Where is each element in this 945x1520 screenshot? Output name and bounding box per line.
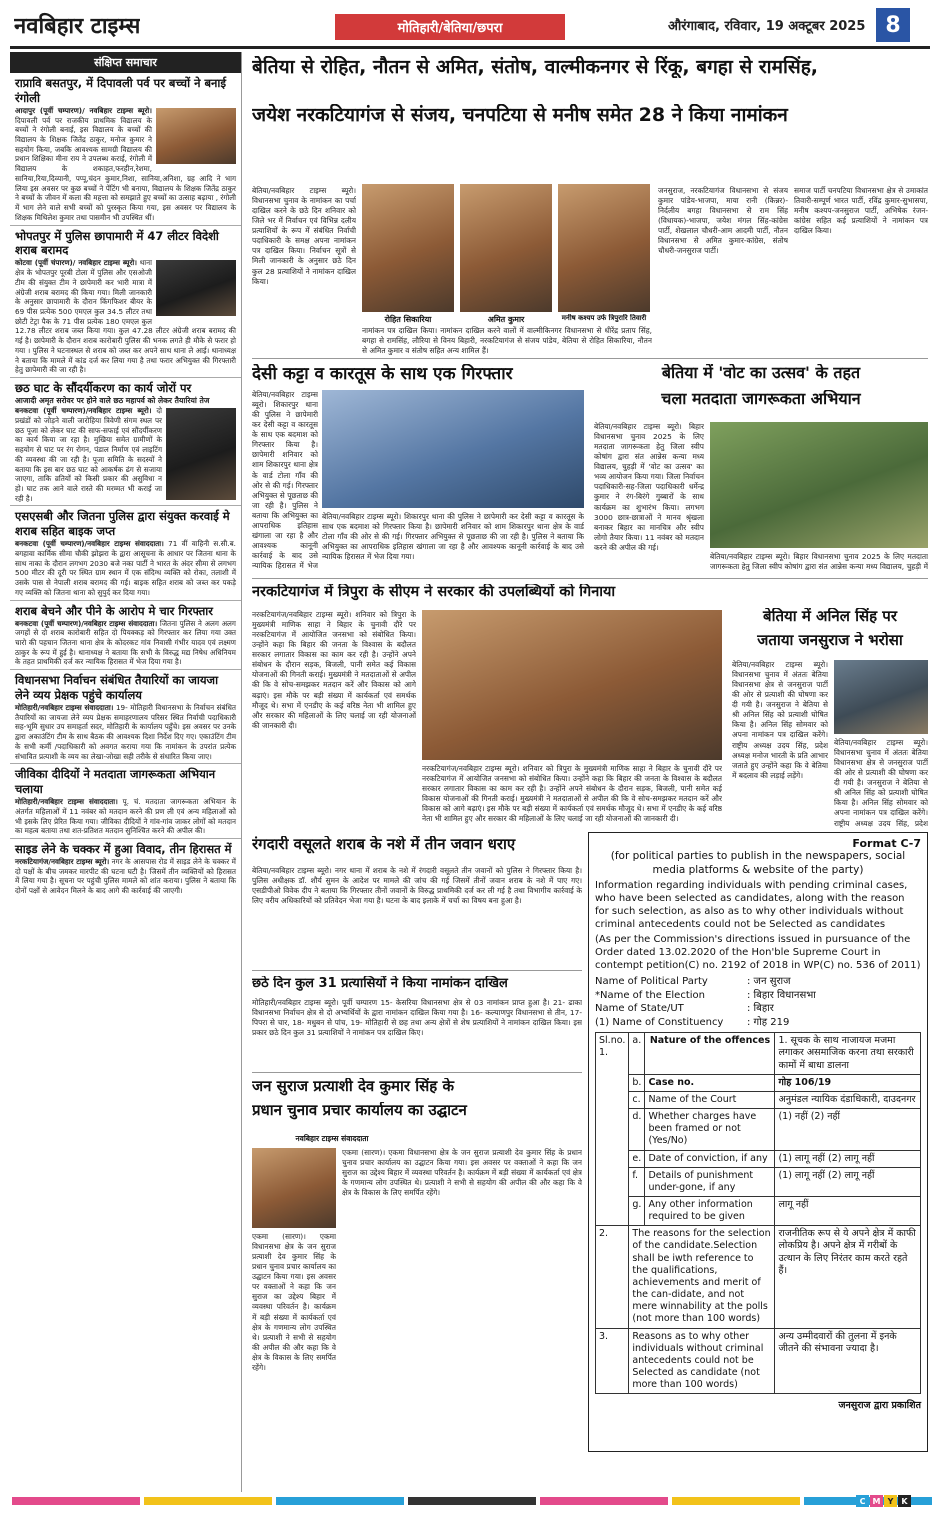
form-field xyxy=(595,1016,921,1030)
form-field-key: *Name of the Election xyxy=(595,989,705,1001)
table-cell: a. xyxy=(629,1033,645,1074)
lead-body-right1 xyxy=(658,186,788,356)
table-row xyxy=(596,1074,921,1091)
lead-photo-amit xyxy=(460,184,552,312)
form-para-1: Information regarding individuals with pending criminal cases, who have been selected as candidates, along with the reason for such selection, as also as to why other individuals without criminal antecedents could not be Selected as candidates xyxy=(595,880,908,931)
lead-body-text: बेतिया/नवबिहार टाइम्स ब्यूरो। विधानसभा चुनाव के नामांकन का पर्चा दाखिल करने के छठे दिन शनिवार को जिले भर में निर्वाचन एवं विभिन्न दलीय प्रत्याशियों के रूप में संबंधित निर्वाची पदाधिकारी के समक्ष अपना नामांकन पत्र दाखिल किया। निर्वाचन सूत्रों से मिली जानकारी के अनुसार छठे दिन कुल 28 प्रत्याशियों ने नामांकन दाखिल किया। xyxy=(252,186,356,286)
table-row xyxy=(596,1328,921,1394)
jansuraaj-body-text: बेतिया/नवबिहार टाइम्स ब्यूरो। विधानसभा चुनाव में अंततः बेतिया विधानसभा क्षेत्र से जनसुराज पार्टी की ओर से प्रत्याशी की घोषणा कर दी गयी है। जनसुराज ने बेतिया से श्री अनिल सिंह को प्रत्याशी घोषित किया है। अनिल सिंह सोमवार को अपना नामांकन पत्र दाखिल करेंगे। राष्ट्रीय अध्यक्ष उदय सिंह, प्रदेश xyxy=(834,738,928,828)
table-row xyxy=(596,1150,921,1167)
divider xyxy=(252,1072,582,1073)
table-row xyxy=(596,1167,921,1196)
lead-body-text: समाज पार्टी चनपटिया विधानसभा क्षेत्र से उमाकांत तिवारी-सम्पूर्ण भारत पार्टी, रविंद्र कुमार-सुभासपा, मनीष कश्यप-जनसुराज पार्टी, अभिषेक रंजन-कांग्रेस सहित कई प्रत्याशियों ने नामांकन पत्र दाखिल किया। xyxy=(794,186,928,236)
brief-dateline: बनकटवा (पूर्वी चम्पारण)/नवबिहार टाइम्स संवाददाता। xyxy=(15,618,158,628)
brief-body: नगर के आसपास रोड में साइड लेने के चक्कर में दो पक्षों के बीच जमकर मारपीट की घटना घटी है। जिसमें तीन व्यक्तियों को हिरासत में लिया गया है। सूचना पर पहुंची पुलिस मामले को शांत कराया। पुलिस ने बताया कि दोनों पक्षों से आवेदन मिलने के बाद आगे की कार्रवाई की जाएगी। xyxy=(15,856,236,896)
office-headline-1: जन सुराज प्रत्याशी देव कुमार सिंह के xyxy=(252,1078,454,1095)
jansuraaj-body xyxy=(732,660,828,828)
office-headline-2: प्रधान चुनाव प्रचार कार्यालय का उद्घाटन xyxy=(252,1102,467,1119)
lead-body-mid xyxy=(362,326,652,356)
form-field-value: : बिहार xyxy=(747,1003,774,1015)
jansuraaj-body-2 xyxy=(834,738,928,828)
tripura-body-text: नरकटियागंज/नवबिहार टाइम्स ब्यूरो। शनिवार को त्रिपुरा के मुख्यमंत्री माणिक साहा ने बिहार के चुनावी दौरे पर नरकटियागंज में आयोजित जनसभा को संबोधित किया। उन्होंने कहा कि बिहार की जनता के विश्वास के बदौलत सरकार लगातार विकास का काम कर रही है। उन्होंने अपने संबोधन के दौरान सड़क, बिजली, पानी समेत कई विकास योजनाओं की गिनती कराई। मुख्यमंत्री ने मतदाताओं से अपील की कि वे सोच-समझकर मतदान करें और विकास को आगे बढ़ाएं। इस मौके पर बड़ी संख्या में कार्यकर्ता एवं समर्थक मौजूद थे। सभा में एनडीए के कई वरिष्ठ नेता भी शामिल हुए और सरकार की महिलाओं के लिए चलाई जा रही योजनाओं की जानकारी दी। xyxy=(252,610,416,730)
brief-rangoli xyxy=(10,73,241,226)
arms-photo xyxy=(322,390,584,508)
cmyk-mark: K xyxy=(898,1495,911,1507)
brief-chhath-ghat xyxy=(10,378,241,506)
table-cell: g. xyxy=(629,1197,645,1226)
office-byline: नवबिहार टाइम्स संवाददाता xyxy=(295,1134,369,1143)
brief-photo xyxy=(156,260,236,316)
form-table xyxy=(595,1032,921,1394)
voters-photo xyxy=(710,422,928,548)
arms-body-1 xyxy=(252,390,318,570)
table-cell: राजनीतिक रूप से ये अपने क्षेत्र में काफी लोकप्रिय है। अपने क्षेत्र में गरीबों के उत्थान के लिए निरंतर काम करते रहते हैं। xyxy=(775,1226,921,1328)
table-cell: d. xyxy=(629,1109,645,1150)
arms-body-text: बेतिया/नवबिहार टाइम्स ब्यूरो। शिकारपुर थाना की पुलिस ने छापेमारी कर देसी कट्टा व कारतूस के साथ एक बदमाश को गिरफ्तार किया है। छापेमारी शनिवार को शाम शिकारपुर थाना क्षेत्र के वार्ड टोला गाँव की ओर से की गई। गिरफ्तार अभियुक्त से पूछताछ की जा रही है। पुलिस ने बताया कि अभियुक्त का आपराधिक इतिहास खंगाला जा रहा है और आवश्यक कानूनी कार्रवाई के बाद उसे न्यायिक हिरासत में भेज xyxy=(252,390,318,570)
brief-body: जितना पुलिस ने अलग अलग जगहों से दो शराब कारोबारी सहित दो पियक्कड़ को गिरफ्तार कर लिया गया उक्त चारो की पहचान जितना थाना क्षेत्र के कोदरकट गांव निवासी गंभीर यादव एवं लक्ष्मण ठाकुर के रूप में हुई है। थानाध्यक्ष ने बताया कि सभी के विरुद्ध मद्य निषेध अधिनियम के तहत प्राथमिकी दर्ज कर न्यायिक हिरासत में भेज दिया गया है। xyxy=(15,618,236,667)
table-cell: Case no. xyxy=(645,1074,775,1091)
table-cell: Sl.no. 1. xyxy=(596,1033,629,1226)
table-row xyxy=(596,1109,921,1150)
brief-headline: जीविका दीदियों ने मतदाता जागरूकता अभियान चलाया xyxy=(15,767,216,797)
brief-photo xyxy=(166,408,236,500)
office-photo xyxy=(252,1148,336,1228)
paper-name: नवबिहार टाइम्स xyxy=(14,13,141,39)
form-field-key: (1) Name of Constituency xyxy=(595,1016,724,1028)
voters-body-text: बेतिया/नवबिहार टाइम्स ब्यूरो। बिहार विधानसभा चुनाव 2025 के लिए मतदाता जागरूकता हेतु जिला स्वीप कोषांग द्वारा संत आन्नेस कन्या मध्य विद्यालय, चुहड़ी में 'वोट का उत्सव' का भव्य आयोजन किया गया। जिला निर्वाचन पदाधिकारी-सह-जिला पदाधिकारी धर्मेन्द्र कुमार ने रंग-बिरंगे गुब्बारों के साथ कार्यक्रम का शुभारंभ किया। लगभग 3000 छात्र-छात्राओं ने मानव श्रृंखला बनाकर बिहार का मानचित्र और स्वीप लोगो तैयार किया। 11 नवंबर को मतदान करने की अपील की गई। xyxy=(594,422,704,552)
divider xyxy=(252,578,928,579)
brief-ssb-raid xyxy=(10,506,241,600)
form-title: Format C-7 xyxy=(852,837,921,850)
jansuraaj-photo xyxy=(834,660,928,734)
table-cell: गोह 106/19 xyxy=(775,1074,921,1091)
lead-caption-amit: अमित कुमार xyxy=(487,315,525,324)
brief-headline: विधानसभा निर्वाचन संबंधित तैयारियों का जायजा लेने व्यय प्रेक्षक पहुंचे कार्यालय xyxy=(15,673,219,703)
voters-body-text: बेतिया/नवबिहार टाइम्स ब्यूरो। बिहार विधानसभा चुनाव 2025 के लिए मतदाता जागरूकता हेतु जिला स्वीप कोषांग द्वारा संत आन्नेस कन्या मध्य विद्यालय, चुहड़ी में xyxy=(710,552,928,572)
brief-subhead: आजादी अमृत सरोवर पर होने वाले छठ महापर्व को लेकर तैयारियां तेज xyxy=(15,395,210,405)
table-row xyxy=(596,1226,921,1328)
table-cell: अनुमंडल न्यायिक दंडाधिकारी, दाउदनगर xyxy=(775,1091,921,1108)
nominations-body-text: मोतिहारी/नवबिहार टाइम्स ब्यूरो। पूर्वी चम्पारण 15- केसरिया विधानसभा क्षेत्र से 03 नामांकन प्राप्त हुआ है। 21- ढाका विधानसभा निर्वाचन क्षेत्र से दो अभ्यर्थियों के द्वारा नामांकन दाखिल किया गया है। 16- कल्याणपुर विधानसभा से तीन, 17- पिपरा से चार, 18- मधुबन से पांच, 19- मोतिहारी से छह तथा अन्य क्षेत्रों से शेष प्रत्याशियों ने नामांकन दाखिल किया। इस प्रकार छठे दिन कुल 31 प्रत्याशियों ने नामांकन पत्र दाखिल किए। xyxy=(252,998,582,1038)
office-body-text: एकमा (सारण)। एकमा विधानसभा क्षेत्र के जन सुराज प्रत्याशी देव कुमार सिंह के प्रधान चुनाव प्रचार कार्यालय का उद्घाटन किया गया। इस अवसर पर वक्ताओं ने कहा कि जन सुराज का उद्देश्य बिहार में व्यवस्था परिवर्तन है। कार्यक्रम में बड़ी संख्या में कार्यकर्ता एवं क्षेत्र के गणमान्य लोग उपस्थित थे। प्रत्याशी ने सभी से सहयोग की अपील की और कहा कि वे क्षेत्र के विकास के लिए समर्पित रहेंगे। xyxy=(252,1232,336,1372)
form-field xyxy=(595,1002,921,1016)
office-body xyxy=(342,1148,582,1488)
color-swatch xyxy=(12,1497,140,1505)
tripura-body-2 xyxy=(422,764,722,828)
table-row xyxy=(596,1197,921,1226)
form-field-key: Name of State/UT xyxy=(595,1003,684,1015)
section-label: मोतिहारी/बेतिया/छपरा xyxy=(335,14,565,40)
table-cell: 2. xyxy=(596,1226,629,1328)
form-subtitle: (for political parties to publish in the newspapers, social media platforms & website of the party) xyxy=(610,850,906,876)
format-c7-box xyxy=(588,832,928,1452)
lead-caption-rohit: रोहित सिकारिया xyxy=(384,315,432,324)
brief-dateline: नरकटियागंज/नवबिहार टाइम्स ब्यूरो। xyxy=(15,856,110,866)
arms-headline: देसी कट्टा व कारतूस के साथ एक गिरफ्तार xyxy=(252,364,513,384)
form-field xyxy=(595,975,921,989)
table-cell: The reasons for the selection of the candidate.Selection shall be iwth reference to the qualifications, achievements and merit of the can-didate, and not mere winnability at the polls (not more than 100 words) xyxy=(629,1226,775,1328)
color-swatch xyxy=(672,1497,800,1505)
cmyk-mark: Y xyxy=(884,1495,897,1507)
table-cell: Date of conviction, if any xyxy=(645,1150,775,1167)
jansuraaj-body-text: बेतिया/नवबिहार टाइम्स ब्यूरो। विधानसभा चुनाव में अंततः बेतिया विधानसभा क्षेत्र से जनसुराज पार्टी की ओर से प्रत्याशी की घोषणा कर दी गयी है। जनसुराज ने बेतिया से श्री अनिल सिंह को प्रत्याशी घोषित किया है। अनिल सिंह सोमवार को अपना नामांकन पत्र दाखिल करेंगे। राष्ट्रीय अध्यक्ष उदय सिंह, प्रदेश अध्यक्ष मनोज भारती के प्रति आभार जताते हुए उन्होंने कहा कि वे बेतिया में बदलाव की लड़ाई लड़ेंगे। xyxy=(732,660,828,780)
form-field-value: : बिहार विधानसभा xyxy=(747,989,816,1001)
page-number: 8 xyxy=(876,8,910,42)
table-cell: e. xyxy=(629,1150,645,1167)
brief-liquor-seizure xyxy=(10,226,241,379)
lead-photo-manish xyxy=(558,184,650,312)
table-cell: Name of the Court xyxy=(645,1091,775,1108)
divider xyxy=(252,970,582,971)
brief-body: दो प्रखंडों को जोड़ने वाली जारोहिया त्रिवेणी संगम स्थल पर छठ पूजा को लेकर घाट की साफ-सफाई एवं सौंदर्यीकरण का कार्य किया जा रहा है। मुखिया समेत ग्रामीणों के सहयोग से घाट पर रंग रोगन, पंडाल निर्माण एवं लाइटिंग की व्यवस्था की जा रही है। पूजा समिति के सदस्यों ने बताया कि इस बार छठ घाट को आकर्षक ढंग से सजाया जाएगा, ताकि व्रतियों को किसी प्रकार की असुविधा न हो। घाट तक आने वाले रास्ते की मरम्मत भी कराई जा रही है। xyxy=(15,406,162,503)
table-row xyxy=(596,1091,921,1108)
brief-body: 71 वीं वाहिनी स.सी.ब. बगहावा कार्मिक सीमा चौकी झोझरा के द्वारा आसूचना के आधार पर जितना थाना के साथ नाका के दौरान लगभग 2030 बजे नका पार्टी ने भारत के अंदर सीमा से लगभग 500 मीटर की दूरी पर स्थित ग्राम स्थान में एक संदिग्ध व्यक्ति को रोका, तलाशी में उसके पास से नेपाली शराब बरामद की गई। बाइक सहित शराब को जब्त कर पकड़े गए व्यक्ति को जितना थाना को सुपुर्द कर दिया गया। xyxy=(15,539,236,597)
table-cell: (1) लागू नहीं (2) लागू नहीं xyxy=(775,1167,921,1196)
brief-dateline: आदापुर (पूर्वी चम्पारण)/ नवबिहार टाइम्स ब्यूरो। xyxy=(15,105,152,115)
color-bar xyxy=(12,1497,932,1507)
brief-headline: एसएसबी और जितना पुलिस द्वारा संयुक्त करवाई मे शराब सहित बाइक जप्त xyxy=(15,509,230,539)
cmyk-marks xyxy=(856,1495,911,1507)
brief-dateline: मोतिहारी/नवबिहार टाइम्स संवाददाता। xyxy=(15,702,114,712)
brief-headline: भोपतपुर में पुलिस छापामारी में 47 लीटर विदेशी शराब बरामद xyxy=(15,228,219,258)
lead-body-text: जनसुराज, नरकटियागंज विधानसभा से संजय कुमार पांडेय-भाजपा, माया रानी (किन्नर)-निर्दलीय बगहा विधानसभा से राम सिंह (विधायक)-भाजपा, जयेश मंगल सिंह-कांग्रेस पार्टी, शेखलाल चौधरी-आम आदमी पार्टी, नौतन विधानसभा से अमित कुमार-कांग्रेस, संतोष चौधरी-जनसुराज पार्टी। xyxy=(658,186,788,256)
table-cell: अन्य उम्मीदवारों की तुलना में इनके जीतने की संभावना ज्यादा है। xyxy=(775,1328,921,1394)
lead-caption-manish: मनीष कश्यप उर्फ त्रिपुरारि तिवारी xyxy=(561,314,647,322)
jansuraaj-headline-1: बेतिया में अनिल सिंह पर xyxy=(763,608,897,625)
form-fields xyxy=(595,975,921,1029)
cmyk-mark: C xyxy=(856,1495,869,1507)
divider xyxy=(252,358,928,359)
form-field-value: : गोह 219 xyxy=(747,1016,790,1028)
brief-body: दिपावली पर्व पर राजकीय प्राथमिक विद्यालय के बच्चों ने रंगोली बनाई, इस विद्यालय के बच्चों की विद्यालय के शिक्षक जितेंद्र ठाकुर, मनोज कुमार ने सहयोग किया, जबकि आवश्यक सामग्री विद्यालय की प्रधान शिक्षिका मीना राय ने उपलब्ध कराई, रंगोली में विद्यालय के शकाहत,फरहीन,रेशमा, सानिया,रिया,दिव्यानी, पप्पू,चंदन कुमार,निशा, सानिया,अनिशा, ग्रह आदि ने भाग लिया इस अवसर पर कुछ बच्चों ने पेंटिंग भी बनाया, विद्यालय के शिक्षक जितेंद्र ठाकुर ने बच्चों के जीवन में कला की महत्ता को समझाते हुए बच्चों का उत्साह बढ़ाया , रंगोली में भाग लेने वाले सभी बच्चों को पुरस्कृत किया गया, इस अवसर पर विद्यालय के शिक्षक मिथिलेश कुमार तथा पासमीन भी उपस्थित थीं। xyxy=(15,115,236,222)
table-cell: Any other information required to be given xyxy=(645,1197,775,1226)
liquor-body xyxy=(252,866,582,966)
brief-dateline: बनकटवा (पूर्वी चम्पारण)/नवबिहार टाइम्स ब्यूरो। xyxy=(15,406,152,416)
table-cell: b. xyxy=(629,1074,645,1091)
arms-body-2 xyxy=(322,512,584,570)
brief-side-dispute xyxy=(10,839,241,898)
lead-body-text: नामांकन पत्र दाखिल किया। नामांकन दाखिल करने वालों में वाल्मीकिनगर विधानसभा से धीरेंद्र प्रताप सिंह, बगहा से रामसिंह, लौरिया से विनय बिहारी, नरकटियागंज से संजय पांडेय, बेतिया से रोहित सिकारिया, नौतन से अमित कुमार व संतोष सहित अन्य शामिल हैं। xyxy=(362,326,652,356)
office-body-text: एकमा (सारण)। एकमा विधानसभा क्षेत्र के जन सुराज प्रत्याशी देव कुमार सिंह के प्रधान चुनाव प्रचार कार्यालय का उद्घाटन किया गया। इस अवसर पर वक्ताओं ने कहा कि जन सुराज का उद्देश्य बिहार में व्यवस्था परिवर्तन है। कार्यक्रम में बड़ी संख्या में कार्यकर्ता एवं क्षेत्र के गणमान्य लोग उपस्थित थे। प्रत्याशी ने सभी से सहयोग की अपील की और कहा कि वे क्षेत्र के विकास के लिए समर्पित रहेंगे। xyxy=(342,1148,582,1198)
form-field-value: : जन सुराज xyxy=(747,976,791,988)
lead-body-left xyxy=(252,186,356,354)
tripura-headline: नरकटियागंज में त्रिपुरा के सीएम ने सरकार की उपलब्धियों को गिनाया xyxy=(252,584,616,600)
voters-headline-2: चला मतदाता जागरूकता अभियान xyxy=(661,390,861,408)
table-cell: c. xyxy=(629,1091,645,1108)
table-cell: 3. xyxy=(596,1328,629,1394)
form-field xyxy=(595,989,921,1003)
dateline: औरंगाबाद, रविवार, 19 अक्टूबर 2025 xyxy=(668,19,866,34)
form-para-2: (As per the Commission's directions issued in pursuance of the Order dated 13.02.2020 of the Hon'ble Supreme Court in contempt petition(C) no. 2192 of 2018 in WP(C) no. 536 of 2011) xyxy=(595,934,921,972)
lead-photo-rohit xyxy=(362,184,454,312)
tripura-photo xyxy=(422,610,722,760)
brief-headline: छठ घाट के सौंदर्यीकरण का कार्य जोरों पर xyxy=(15,381,192,395)
table-row xyxy=(596,1033,921,1074)
brief-body: 19- मोतिहारी विधानसभा के निर्वाचन संबंधित तैयारियों का जायजा लेने व्यय प्रेक्षक समाहरणालय परिसर स्थित निर्वाची पदाधिकारी सह-भूमि सुधार उप समाहर्ता सदर, मोतिहारी के कार्यालय पहुँचे। इस अवसर पर उनके द्वारा अकाउंटिंग टीम के साथ बैठक की आवश्यक दिशा निर्देश दिए गए। एकाउंटिंग टीम के सभी कर्मी /पदाधिकारी को अवगत कराया गया कि नामांकन के उपरांत प्रत्येक संभावित प्रत्याशी के व्यय का लेखा-जोखा सही तरीके से संधारित किया जाए। xyxy=(15,702,236,761)
brief-photo xyxy=(156,108,236,164)
brief-body: पू. चं. मतदाता जागरूकता अभियान के अंतर्गत महिलाओं में 11 नवंबर को मतदान करने की प्रण ली एवं अन्य महिलाओं को भी इसके लिए प्रेरित किया गया। जीविका दीदियों ने गांव-गांव जाकर लोगों को मतदान का महत्व बताया तथा शत-प्रतिशत मतदान सुनिश्चित करने की अपील की। xyxy=(15,797,236,836)
liquor-headline: रंगदारी वसूलते शराब के नशे में तीन जवान धराए xyxy=(252,836,516,853)
color-swatch xyxy=(540,1497,668,1505)
brief-headline: शराब बेचने और पीने के आरोप मे चार गिरफ्तार xyxy=(15,603,213,618)
brief-dateline: मोतिहारी/नवबिहार टाइम्स संवाददाता। xyxy=(15,797,118,807)
lead-body-right2 xyxy=(794,186,928,356)
top-rule xyxy=(10,46,930,49)
voters-headline-1: बेतिया में 'वोट का उत्सव' के तहत xyxy=(661,364,861,382)
brief-headline: राप्रावि बसतपुर, में दिपावली पर्व पर बच्चों ने बनाई रंगोली xyxy=(15,76,227,105)
nominations-headline: छठे दिन कुल 31 प्रत्यासियों ने किया नामांकन दाखिल xyxy=(252,976,508,991)
brief-jeevika xyxy=(10,764,241,839)
brief-dateline: बनकटवा (पूर्वी चम्पारण)/नवबिहार टाइम्स संवाददाता। xyxy=(15,539,164,549)
form-signoff: जनसुराज द्वारा प्रकाशित xyxy=(838,1400,921,1412)
table-cell: 1. सूचक के साथ नाजायज मजमा लगाकर असमाजिक करना तथा सरकारी कामों में बाधा डालना xyxy=(775,1033,921,1074)
brief-four-arrested xyxy=(10,601,241,671)
color-swatch xyxy=(408,1497,536,1505)
table-cell: Nature of the offences xyxy=(645,1033,775,1074)
jansuraaj-headline-2: जताया जनसुराज ने भरोसा xyxy=(757,632,903,649)
briefs-tag: संक्षिप्त समाचार xyxy=(10,52,241,73)
voters-body xyxy=(594,422,704,572)
brief-dateline: कोटवा (पूर्वी चंपारण)/ नवबिहार टाइम्स ब्यूरो। xyxy=(15,258,137,268)
briefs-column xyxy=(10,52,242,1492)
color-swatch xyxy=(276,1497,404,1505)
arms-body-text: बेतिया/नवबिहार टाइम्स ब्यूरो। शिकारपुर थाना की पुलिस ने छापेमारी कर देसी कट्टा व कारतूस के साथ एक बदमाश को गिरफ्तार किया है। छापेमारी शनिवार को शाम शिकारपुर थाना क्षेत्र के वार्ड टोला गाँव की ओर से की गई। गिरफ्तार अभियुक्त से पूछताछ की जा रही है। पुलिस ने बताया कि अभियुक्त का आपराधिक इतिहास खंगाला जा रहा है और आवश्यक कानूनी कार्रवाई के बाद उसे न्यायिक हिरासत में भेज दिया गया। xyxy=(322,512,584,562)
brief-expense-observer xyxy=(10,670,241,764)
table-cell: f. xyxy=(629,1167,645,1196)
table-cell: Details of punishment under-gone, if any xyxy=(645,1167,775,1196)
tripura-body xyxy=(252,610,416,828)
table-cell: लागू नहीं xyxy=(775,1197,921,1226)
table-cell: (1) लागू नहीं (2) लागू नहीं xyxy=(775,1150,921,1167)
cmyk-mark: M xyxy=(870,1495,883,1507)
color-swatch xyxy=(144,1497,272,1505)
tripura-body-text: नरकटियागंज/नवबिहार टाइम्स ब्यूरो। शनिवार को त्रिपुरा के मुख्यमंत्री माणिक साहा ने बिहार के चुनावी दौरे पर नरकटियागंज में आयोजित जनसभा को संबोधित किया। उन्होंने कहा कि बिहार की जनता के विश्वास के बदौलत सरकार लगातार विकास का काम कर रही है। उन्होंने अपने संबोधन के दौरान सड़क, बिजली, पानी समेत कई विकास योजनाओं की गिनती कराई। मुख्यमंत्री ने मतदाताओं से अपील की कि वे सोच-समझकर मतदान करें और विकास को आगे बढ़ाएं। इस मौके पर बड़ी संख्या में कार्यकर्ता एवं समर्थक मौजूद थे। सभा में एनडीए के कई वरिष्ठ नेता भी शामिल हुए और सरकार की महिलाओं के लिए चलाई जा रही योजनाओं की जानकारी दी। xyxy=(422,764,722,824)
voters-body-2 xyxy=(710,552,928,572)
table-cell: (1) नहीं (2) नहीं xyxy=(775,1109,921,1150)
nominations-body xyxy=(252,998,582,1068)
brief-body: थाना क्षेत्र के भोपतपुर पूरबी टोला में पुलिस और एसओजी टीम की संयुक्त टीम ने छापेमारी कर भारी मात्रा में अंग्रेजी शराब बरामद की किया गया। मिली जानकारी के अनुसार छापामारी के दौरान किंगफिशर बीयर के 69 पीस प्रत्येक 500 एमएल कुल 34.5 लीटर तथा छोटी टेट्रा पैक के 71 पीस प्रत्येक 180 एमएल कुल 12.78 लीटर शराब जब्त किया गया। कुल 47.28 लीटर अंग्रेजी शराब बरामद की गई है। छापेमारी के दौरान शराब कारोबारी पुलिस की भनक लगते ही मौके से फरार हो गया । पुलिस ने घटनास्थल से शराब को जब्त कर अपने साथ थाना ले आई। थानाध्यक्ष ने बताया कि मामले में कांड दर्ज कर लिया गया है तथा फरार अभियुक्त की गिरफ्तारी हेतु छापेमारी की जा रही है। xyxy=(15,258,236,375)
lead-headline-2: जयेश नरकटियागंज से संजय, चनपटिया से मनीष समेत 28 ने किया नामांकन xyxy=(252,104,788,126)
brief-headline: साइड लेने के चक्कर में हुआ विवाद, तीन हिरासत में xyxy=(15,842,232,857)
liquor-body-text: बेतिया/नवबिहार टाइम्स ब्यूरो। नगर थाना में शराब के नशे में रंगदारी वसूलते तीन जवानों को पुलिस ने गिरफ्तार किया है। पुलिस अधीक्षक डॉ. शौर्य सुमन के आदेश पर मामले की जांच की गई जिसमें तीनों जवान शराब के नशे में पाए गए। एसडीपीओ विवेक दीप ने बताया कि गिरफ्तार तीनों जवानों के विरुद्ध प्राथमिकी दर्ज कर ली गई है तथा विभागीय कार्रवाई के लिए वरीय अधिकारियों को प्रतिवेदन भेजा गया है। घटना के बाद इलाके में चर्चा का विषय बना हुआ है। xyxy=(252,866,582,906)
table-cell: Whether charges have been framed or not (Yes/No) xyxy=(645,1109,775,1150)
table-cell: Reasons as to why other individuals without criminal antecedents could not be Selected as candidate (not more than 100 words) xyxy=(629,1328,775,1394)
form-field-key: Name of Political Party xyxy=(595,976,708,988)
office-body-2 xyxy=(252,1232,336,1488)
lead-headline-1: बेतिया से रोहित, नौतन से अमित, संतोष, वाल्मीकनगर से रिंकू, बगहा से रामसिंह, xyxy=(252,56,819,78)
